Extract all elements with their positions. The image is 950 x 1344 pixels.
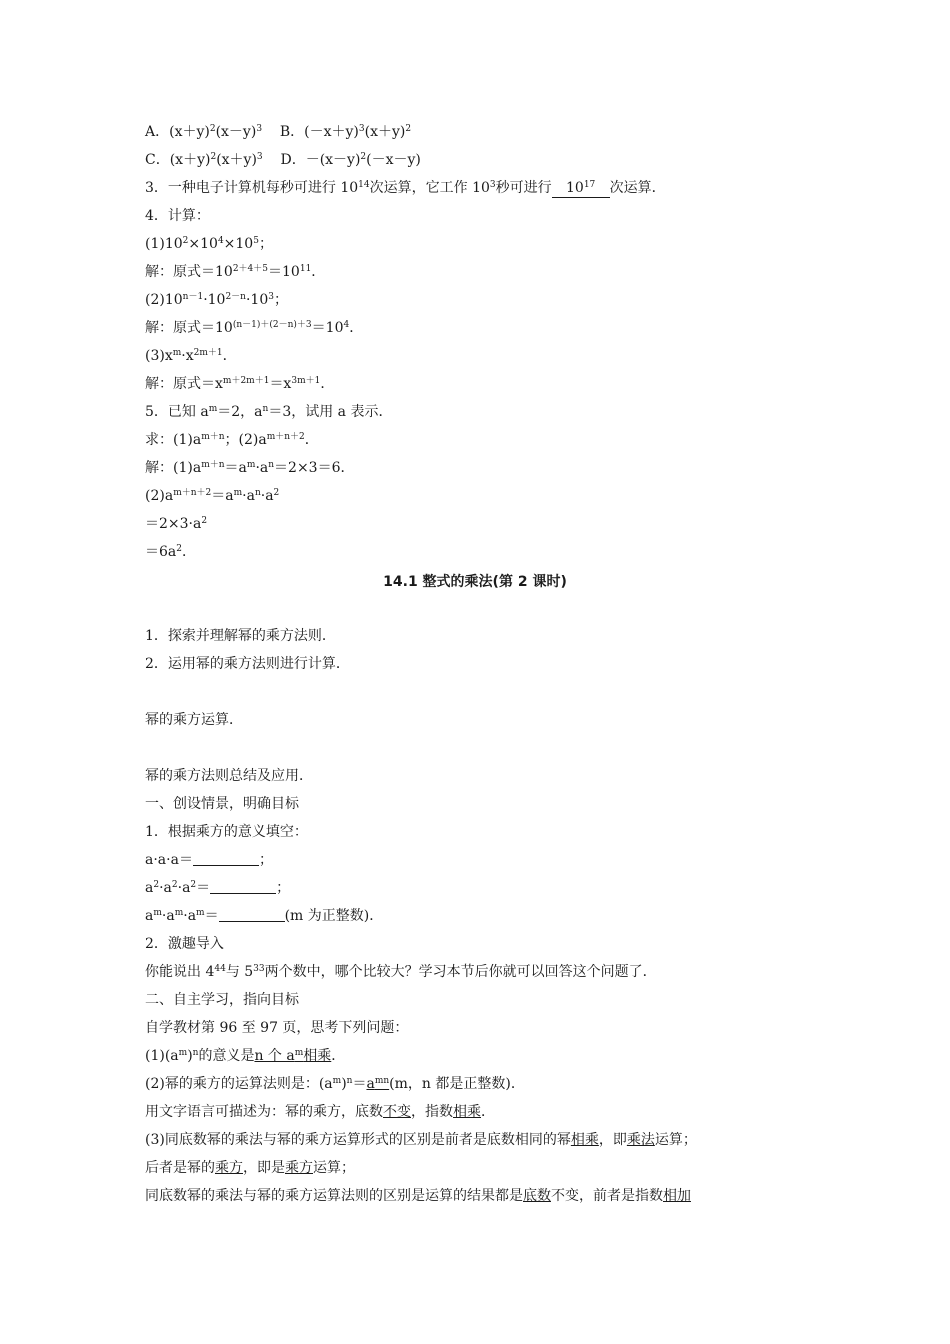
question-3: 3．一种电子计算机每秒可进行 $10^{14}$次运算，它工作 $10^3$秒可进行 $10^{17}$ 次运算． xyxy=(145,180,666,196)
q4-solution3: 解：原式$=x^{m+2m+1}=x^{3m+1}$． xyxy=(145,376,335,392)
q5-solution2-result: $=6a^2$． xyxy=(145,544,196,560)
q4-solution2: 解：原式$=10^{(n-1)+(2-n)+3}=10^4$． xyxy=(145,320,364,336)
fill-blank[interactable] xyxy=(193,852,259,866)
q4-solution1: 解：原式$=10^{2+4+5}=10^{11}$． xyxy=(145,264,326,280)
part2-item3: (3)同底数幂的乘法与幂的乘方运算形式的区别是前者是底数相同的幂相乘，即乘法运算； xyxy=(145,1132,697,1148)
q5-solution2-step: $=2\times 3\cdot a^2$ xyxy=(145,516,208,532)
part2-item3-cont: 后者是幂的乘方，即是乘方运算； xyxy=(145,1160,355,1176)
key-point: 幂的乘方运算． xyxy=(145,712,243,728)
part1-heading: 一、创设情景，明确目标 xyxy=(145,796,299,812)
fill-line-2: $a^2\cdot a^2\cdot a^2=$ ； xyxy=(145,880,291,896)
fill-line-1: a·a·a＝ ； xyxy=(145,852,273,868)
part1-q2: 2．激趣导入 xyxy=(145,936,224,952)
part2-heading: 二、自主学习，指向目标 xyxy=(145,992,299,1008)
part2-item3-rule: 同底数幂的乘法与幂的乘方运算法则的区别是运算的结果都是底数不变，前者是指数相加 xyxy=(145,1188,691,1204)
section-title: 14.1 整式的乘法(第 2 课时) xyxy=(383,574,567,590)
q5-ask: 求：$(1)a^{m+n}$；$(2)a^{m+n+2}$． xyxy=(145,432,319,448)
answer-blank: $10^{17}$ xyxy=(552,179,610,198)
part1-q2-text: 你能说出 $4^{44}$与 $5^{33}$两个数中，哪个比较大？学习本节后你就可以回答这个问题了． xyxy=(145,964,657,980)
q5-solution2: $(2)a^{m+n+2}=a^m\cdot a^n\cdot a^2$ xyxy=(145,488,280,504)
part1-q1: 1．根据乘方的意义填空： xyxy=(145,824,308,840)
q5-solution1: 解：$(1)a^{m+n}=a^m\cdot a^n=2\times 3=6$． xyxy=(145,460,355,476)
fill-blank[interactable] xyxy=(210,880,276,894)
part2-item1: $(1)(a^m)^n$的意义是n 个 $a^m$相乘． xyxy=(145,1048,346,1064)
question-5: 5．已知 $a^m=2$，$a^n=3$，试用 a 表示． xyxy=(145,404,393,420)
goal-1: 1．探索并理解幂的乘方法则． xyxy=(145,628,336,644)
question-4-heading: 4．计算： xyxy=(145,208,210,224)
fill-blank[interactable] xyxy=(219,908,285,922)
difficulty: 幂的乘方法则总结及应用． xyxy=(145,768,313,784)
q4-part3: $(3)x^m\cdot x^{2m+1}$． xyxy=(145,348,237,364)
fill-line-3: $a^m\cdot a^m\cdot a^m= (m$ 为正整数)． xyxy=(145,908,384,924)
part2-intro: 自学教材第 96 至 97 页，思考下列问题： xyxy=(145,1020,409,1036)
part2-item2: (2)幂的乘方的运算法则是：$(a^m)^n=a^{mn}(m$，n 都是正整数)． xyxy=(145,1076,525,1092)
option-line-ab: A．$(x+y)^2(x-y)^3$ B．$(-x+y)^3(x+y)^2$ xyxy=(145,124,412,140)
part2-item2-text: 用文字语言可描述为：幂的乘方，底数不变，指数相乘． xyxy=(145,1104,495,1120)
q4-part1: $(1)10^2\times 10^4\times 10^5$； xyxy=(145,236,273,252)
goal-2: 2．运用幂的乘方法则进行计算． xyxy=(145,656,350,672)
option-line-cd: C．$(x+y)^2(x+y)^3$ D．$-(x-y)^2(-x-y)$ xyxy=(145,152,421,168)
q4-part2: $(2)10^{n-1}\cdot 10^{2-n}\cdot 10^3$； xyxy=(145,292,288,308)
